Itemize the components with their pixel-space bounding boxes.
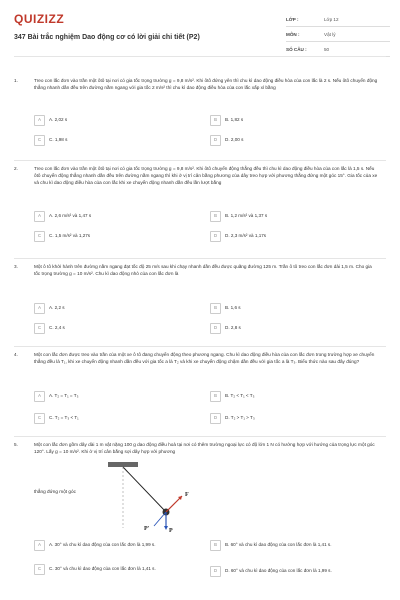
question-5 [14,442,386,592]
option-text: D. 60° và chu kì dao động của con lắc đơn là 1,99 s. [225,567,332,573]
option-a[interactable] [34,210,184,222]
pendulum-string [123,467,166,512]
option-text: D. 2,8 s [225,324,241,330]
force-p-arrowhead [164,526,168,530]
option-d[interactable] [210,562,380,580]
meta-value: Vật lý [324,31,336,37]
option-text: A. 2,2 s [49,304,65,310]
option-b[interactable] [210,210,360,222]
question-divider [14,346,386,347]
meta-row-subject [286,27,390,42]
document-title: 347 Bài trắc nghiệm Dao động cơ có lời giải chi tiết (P2) [14,34,200,41]
meta-row-class [286,12,390,27]
question-text-cont: thẳng đứng một góc [34,489,76,494]
question-number: 4. [14,352,18,357]
meta-table [286,12,390,57]
option-letter: D [210,566,221,577]
meta-value: 50 [324,46,330,52]
option-text: D. T₂ > T₁ > T₃ [225,414,255,420]
option-letter: C [34,564,45,575]
ceiling-support [108,462,138,467]
option-text: C. T₂ = T₃ < T₁ [49,414,79,420]
option-letter: B [210,211,221,222]
option-letter: A [34,391,45,402]
question-divider [14,436,386,437]
option-c[interactable] [34,230,184,242]
meta-value: Lớp 12 [324,16,339,22]
option-c[interactable] [34,562,204,576]
option-a[interactable] [34,390,184,402]
meta-label: LỚP : [286,16,299,22]
option-letter: A [34,211,45,222]
option-text: D. 2,3 m/s² và 1,17s [225,232,267,238]
pendulum-figure [106,460,202,534]
option-letter: C [34,413,45,424]
question-number: 3. [14,264,18,269]
option-letter: B [210,115,221,126]
option-letter: C [34,323,45,334]
option-letter: A [34,303,45,314]
option-letter: B [210,391,221,402]
option-letter: A [34,540,45,551]
meta-label: MÔN : [286,31,300,37]
question-text: Một con lắc đơn gồm dây dài 1 m vật nặng 100 g dao động điều hoà tại nơi có thêm trường ngoại lực có độ lớn 1 N có hướng hợp với hướng của trọng lực một góc 120°. Lấy g = 10 m/s². Khi ở vị trí cân bằng sợi dây hợp với phương [34,442,375,454]
option-letter: D [210,231,221,242]
label-p1: P' [144,526,150,532]
option-letter: D [210,413,221,424]
option-letter: D [210,135,221,146]
question-number: 1. [14,78,18,83]
option-c[interactable] [34,322,184,334]
option-letter: B [210,540,221,551]
option-text: C. 1,5 m/s² và 1,27s [49,232,91,238]
option-letter: B [210,303,221,314]
option-d[interactable] [210,322,360,334]
question-text: Một ô tô khởi hành trên đường nằm ngang đạt tốc độ 25 m/s sau khi chạy nhanh dần đều được quãng đường 125 m. Trần ô tô treo con lắc đơn dài 1,5 m. Cho gia tốc trọng trường g = 10 m/s². Chu kì dao động nhỏ của con lắc đơn là [34,264,372,276]
option-letter: C [34,135,45,146]
option-c[interactable] [34,412,184,424]
label-f: F [185,492,189,498]
question-divider [14,258,386,259]
question-text: Treo con lắc đơn vào trần một ôtô tại nơi có gia tốc trọng trường g = 9,8 m/s². Khi ôtô đứng yên thì chu kì dao động điều hòa của con lắc là 2 s. Nếu ôtô chuyển động thẳng nhanh dần đều trên đường nằm ngang với gia tốc 2 m/s² thì chu kì dao động điều hòa của con lắc xấp xỉ bằng [34,78,378,90]
option-text: D. 2,00 s [225,136,244,142]
option-text: C. 30° và chu kì dao động của con lắc đơn là 1,41 s. [49,565,156,571]
option-b[interactable] [210,114,360,126]
question-2 [14,166,386,254]
page-header [0,0,400,72]
question-text: Một con lắc đơn được treo vào trần của một xe ô tô đang chuyển động theo phương ngang. Chu kì dao động điều hòa của con lắc đơn trong trường hợp xe chuyển thẳng đều là T₁, khi xe chuyển động nhanh dần đều với gia tốc a là T₂ và khi xe chuyển động chậm dần đều với gia tốc a là T₃. Biểu thức nào sau đây đúng? [34,352,375,364]
header-divider [14,56,386,57]
option-text: B. 60° và chu kì dao động của con lắc đơn là 1,41 s. [225,541,332,547]
option-d[interactable] [210,230,360,242]
option-c[interactable] [34,134,184,146]
option-d[interactable] [210,412,360,424]
option-letter: D [210,323,221,334]
option-a[interactable] [34,302,184,314]
label-p: P [169,528,173,534]
question-3 [14,264,386,342]
option-text: B. T₂ < T₁ < T₃ [225,392,255,398]
option-letter: C [34,231,45,242]
option-d[interactable] [210,134,360,146]
option-text: B. 1,6 s [225,304,241,310]
option-text: A. 2,02 s [49,116,68,122]
option-a[interactable] [34,114,184,126]
option-text: C. 1,98 s [49,136,68,142]
meta-row-count [286,42,390,57]
option-text: B. 1,2 m/s² và 1,37 s [225,212,268,218]
option-text: C. 2,4 s [49,324,65,330]
option-text: A. 30° và chu kì dao động của con lắc đơn là 1,99 s. [49,541,156,547]
option-letter: A [34,115,45,126]
option-b[interactable] [210,302,360,314]
question-4 [14,352,386,432]
option-b[interactable] [210,390,360,402]
option-a[interactable] [34,536,204,554]
question-number: 2. [14,166,18,171]
question-text: Treo con lắc đơn vào trần một ôtô tại nơi có gia tốc trọng trường g = 9,8 m/s². Khi ôtô chuyển động thẳng đều thì chu kì dao động điều hòa của con lắc là 1,5 s. Nếu ôtô chuyển động thẳng nhanh dần đều trên đường nằm ngang thì khi ở vị trí cân bằng phương của dây treo hợp với phương thẳng đứng một góc 15°. Gia tốc của xe và chu kì dao động điều hòa của con lắc khi xe chuyển động nhanh dần đều lần lượt bằng [34,166,378,185]
question-number: 5. [14,442,18,447]
option-b[interactable] [210,536,380,554]
force-p1-arrow [154,512,166,526]
quizizz-logo: QUIZIZZ [14,12,65,26]
question-divider [14,160,386,161]
question-1 [14,78,386,156]
option-text: A. 2,6 m/s² và 1,47 s [49,212,92,218]
option-text: A. T₂ = T₁ = T₃ [49,392,79,398]
meta-label: SỐ CÂU : [286,46,307,52]
option-text: B. 1,82 s [225,116,244,122]
